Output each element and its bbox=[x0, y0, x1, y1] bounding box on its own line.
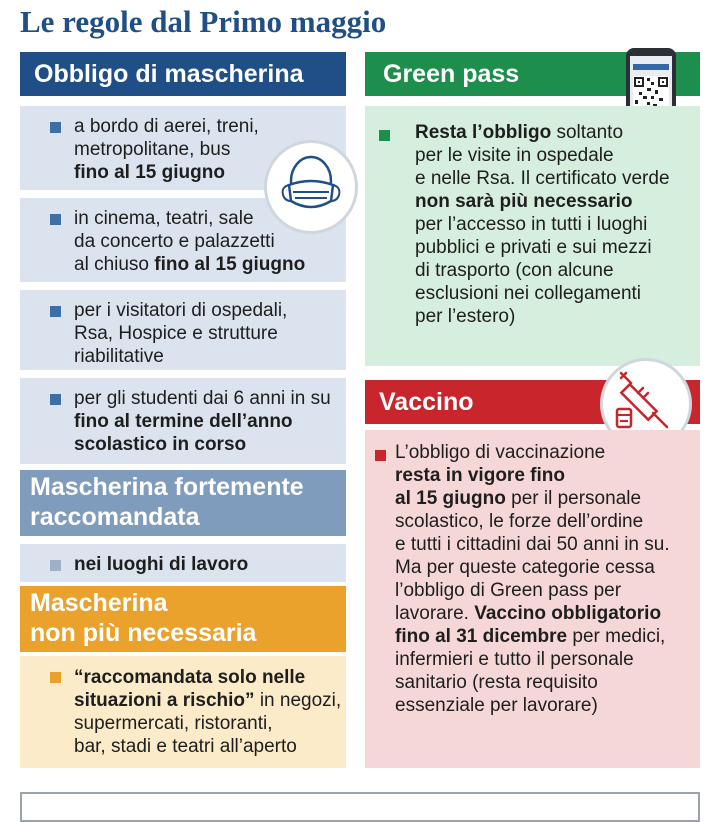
mask-obligation-header: Obbligo di mascherina bbox=[20, 52, 346, 96]
bullet-icon bbox=[50, 394, 61, 405]
vaccine-header: Vaccino bbox=[365, 380, 700, 424]
bullet-icon bbox=[50, 306, 61, 317]
mask-item-students: per gli studenti dai 6 anni in su fino al termine dell’anno scolastico in corso bbox=[20, 378, 346, 464]
bullet-icon bbox=[379, 130, 390, 141]
vaccine-body: L’obbligo di vaccinazione resta in vigore fino al 15 giugno per il personale scolastico, le forze dell’ordine e tutti i cittadini dai 50 anni in su. Ma per queste categorie cessa l’obbligo di Green pass per lavorare. Vaccino obbligatorio fino al 31 dicembre per medici, infermieri e tutto il personale sanitario (resta requisito essenziale per lavorare) bbox=[365, 430, 700, 768]
bullet-icon bbox=[50, 214, 61, 225]
mask-item-transport: a bordo di aerei, treni, metropolitane, bus fino al 15 giugno bbox=[20, 106, 346, 190]
bullet-icon bbox=[375, 450, 386, 461]
mask-item-venues: in cinema, teatri, sale da concerto e palazzetti al chiuso fino al 15 giugno bbox=[20, 198, 346, 282]
green-pass-header: Green pass bbox=[365, 52, 700, 96]
recommended-item-workplace: nei luoghi di lavoro bbox=[20, 544, 346, 582]
face-mask-icon bbox=[267, 143, 355, 231]
not-necessary-header: Mascherina non più necessaria bbox=[20, 586, 346, 652]
green-pass-body: Resta l’obbligo soltanto per le visite in ospedale e nelle Rsa. Il certificato verde non sarà più necessario per l’accesso in tutti i luoghi pubblici e privati e sui mezzi di trasporto (con alcune esclusioni nei collegamenti per l’estero) bbox=[365, 106, 700, 366]
face-mask-badge bbox=[264, 140, 358, 234]
bullet-icon bbox=[50, 122, 61, 133]
recommended-header: Mascherina fortemente raccomandata bbox=[20, 470, 346, 536]
bullet-icon bbox=[50, 672, 61, 683]
page-title: Le regole dal Primo maggio bbox=[20, 4, 387, 39]
mask-item-hospitals: per i visitatori di ospedali, Rsa, Hospice e strutture riabilitative bbox=[20, 290, 346, 370]
bullet-icon bbox=[50, 560, 61, 571]
not-necessary-item: “raccomandata solo nelle situazioni a rischio” in negozi, supermercati, ristoranti, bar, stadi e teatri all’aperto bbox=[20, 656, 346, 768]
bottom-frame-divider bbox=[20, 792, 700, 822]
